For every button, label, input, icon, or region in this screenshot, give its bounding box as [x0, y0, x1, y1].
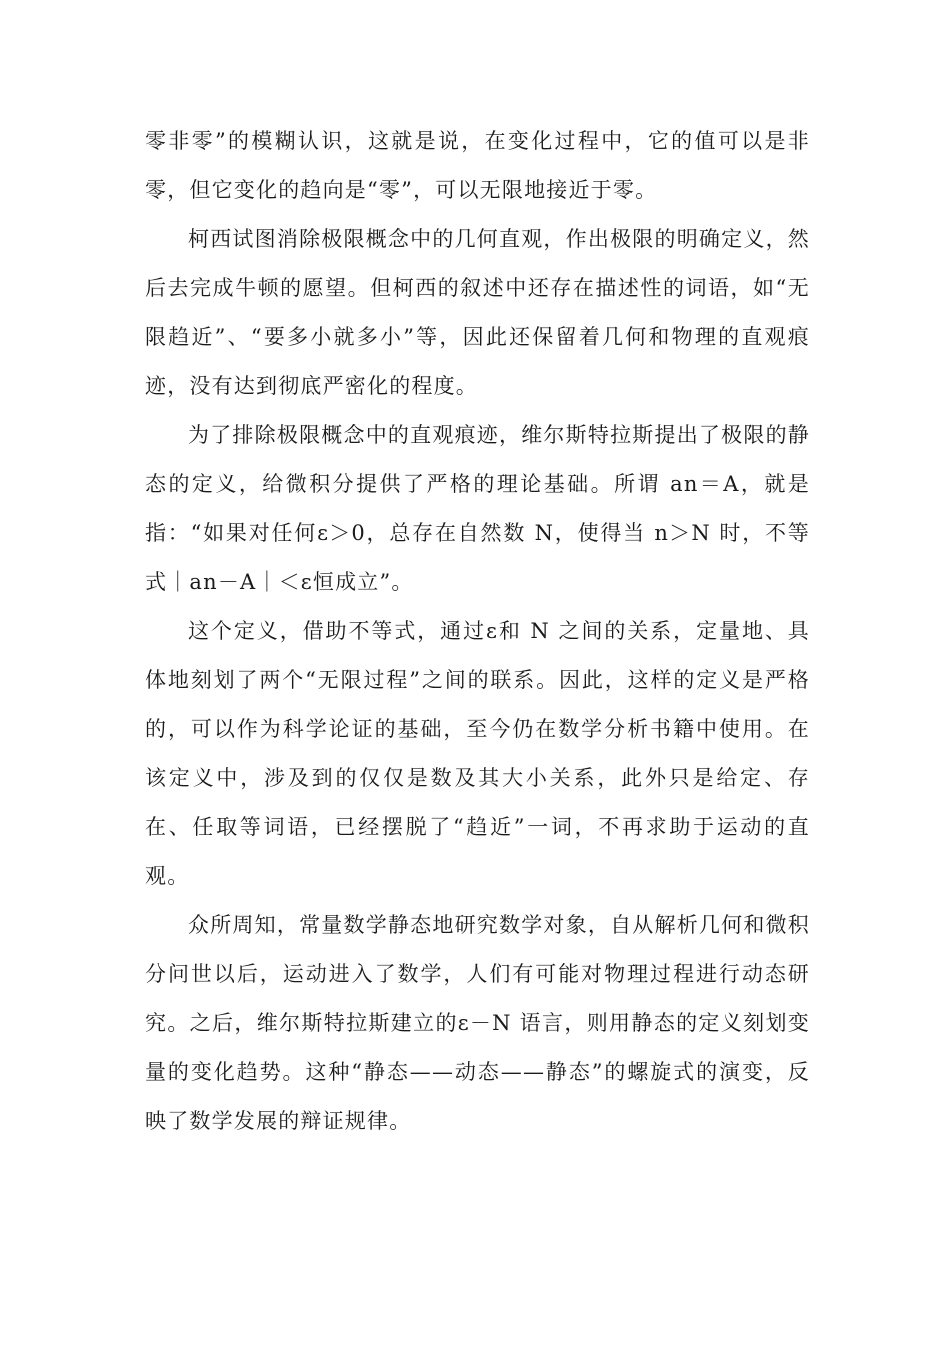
paragraph-dialectic: 众所周知，常量数学静态地研究数学对象，自从解析几何和微积分问世以后，运动进入了数学，人们有可能对物理过程进行动态研究。之后，维尔斯特拉斯建立的ε－N 语言，则用静态的定义刻划变量的变化趋势。这种“静态——动态——静态”的螺旋式的演变，反映了数学发展的辩证规律。	[145, 913, 810, 1133]
paragraph-weierstrass-definition: 为了排除极限概念中的直观痕迹，维尔斯特拉斯提出了极限的静态的定义，给微积分提供了严格的理论基础。所谓 an＝A，就是指：“如果对任何ε＞0，总存在自然数 N，使得当 n＞N 时，不等式｜an－A｜＜ε恒成立”。	[145, 423, 810, 594]
paragraph-definition-significance: 这个定义，借助不等式，通过ε和 N 之间的关系，定量地、具体地刻划了两个“无限过程”之间的联系。因此，这样的定义是严格的，可以作为科学论证的基础，至今仍在数学分析书籍中使用。在该定义中，涉及到的仅仅是数及其大小关系，此外只是给定、存在、任取等词语，已经摆脱了“趋近”一词，不再求助于运动的直观。	[145, 619, 810, 888]
document-body	[145, 117, 810, 1146]
paragraph-continuation: 零非零”的模糊认识，这就是说，在变化过程中，它的值可以是非零，但它变化的趋向是“零”，可以无限地接近于零。	[145, 129, 810, 202]
paragraph-cauchy: 柯西试图消除极限概念中的几何直观，作出极限的明确定义，然后去完成牛顿的愿望。但柯西的叙述中还存在描述性的词语，如“无限趋近”、“要多小就多小”等，因此还保留着几何和物理的直观痕迹，没有达到彻底严密化的程度。	[145, 227, 810, 398]
